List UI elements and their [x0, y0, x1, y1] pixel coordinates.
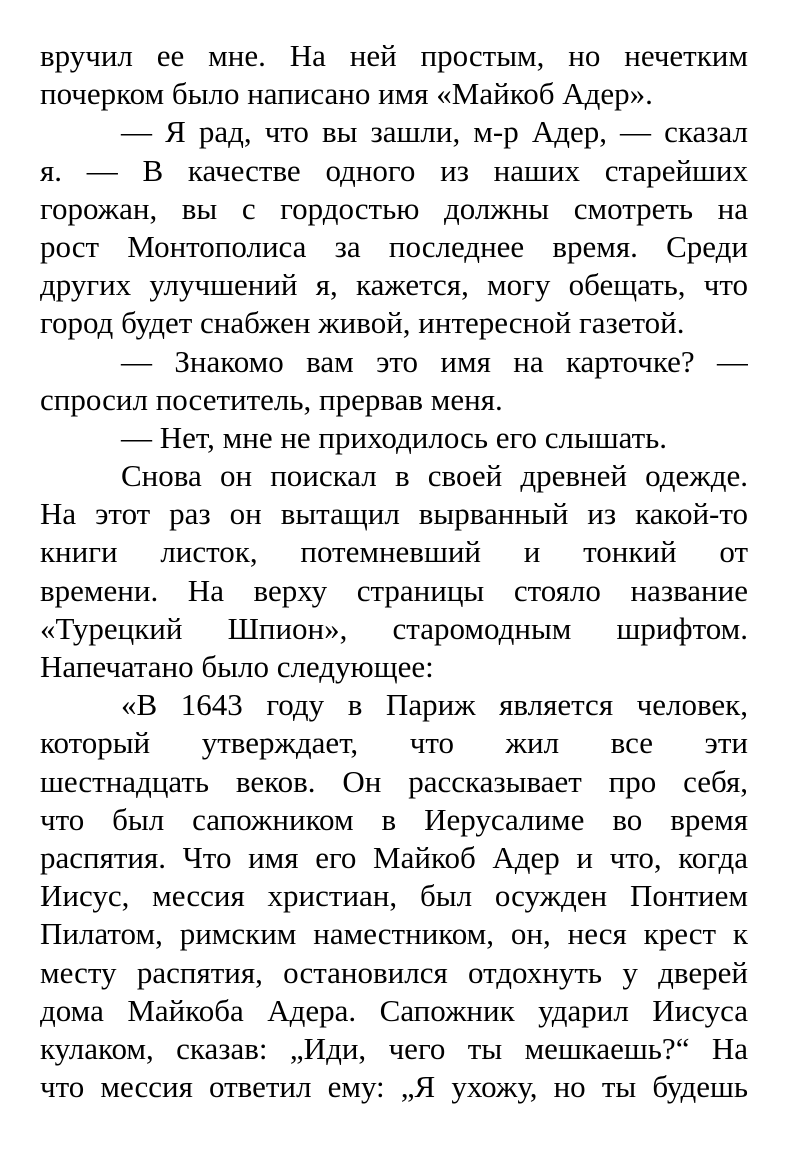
paragraph-start: Снова он поискал в своей древней одежде.	[121, 458, 748, 494]
text-line: других улучшений я, кажется, могу обещать, что	[40, 267, 748, 303]
quote-start: «В 1643 году в Париж является человек,	[121, 687, 748, 723]
text-line: что был сапожником в Иерусалиме во время	[40, 801, 748, 837]
text-line: месту распятия, остановился отдохнуть у дверей	[40, 954, 748, 990]
text-line: Напечатано было следующее:	[40, 649, 434, 684]
text-line: распятия. Что имя его Майкоб Адер и что, когда	[40, 839, 748, 875]
text-line: книги листок, потемневший и тонкий от	[40, 534, 748, 570]
text-line: вручил ее мне. На ней простым, но нечетким	[40, 38, 748, 73]
text-line: что мессия ответил ему: „Я ухожу, но ты будешь	[40, 1069, 748, 1105]
text-line: времени. На верху страницы стояло название	[40, 572, 748, 608]
text-line: Иисус, мессия христиан, был осужден Понтием	[40, 878, 748, 914]
text-line: шестнадцать веков. Он рассказывает про себя,	[40, 763, 748, 799]
text-line: почерком было написано имя «Майкоб Адер».	[40, 76, 653, 112]
book-page-text	[40, 37, 748, 1106]
text-line: горожан, вы с гордостью должны смотреть на	[40, 190, 748, 226]
text-line: спросил посетитель, прервав меня.	[40, 381, 503, 417]
text-line: рост Монтополиса за последнее время. Среди	[40, 228, 748, 264]
dialogue-line: — Я рад, что вы зашли, м-р Адер, — сказал	[121, 114, 748, 150]
text-line: Пилатом, римским наместником, он, неся крест к	[40, 916, 748, 952]
text-line: который утверждает, что жил все эти	[40, 725, 748, 761]
text-line: я. — В качестве одного из наших старейших	[40, 152, 748, 188]
dialogue-line: — Знакомо вам это имя на карточке? —	[121, 343, 748, 379]
text-line: дома Майкоба Адера. Сапожник ударил Иисуса	[40, 992, 748, 1028]
text-line: На этот раз он вытащил вырванный из какой-то	[40, 496, 748, 532]
dialogue-line: — Нет, мне не приходилось его слышать.	[121, 419, 668, 455]
text-line: «Турецкий Шпион», старомодным шрифтом.	[40, 610, 748, 646]
text-line: кулаком, сказав: „Иди, чего ты мешкаешь?“ На	[40, 1030, 748, 1066]
text-line: город будет снабжен живой, интересной газетой.	[40, 305, 685, 341]
